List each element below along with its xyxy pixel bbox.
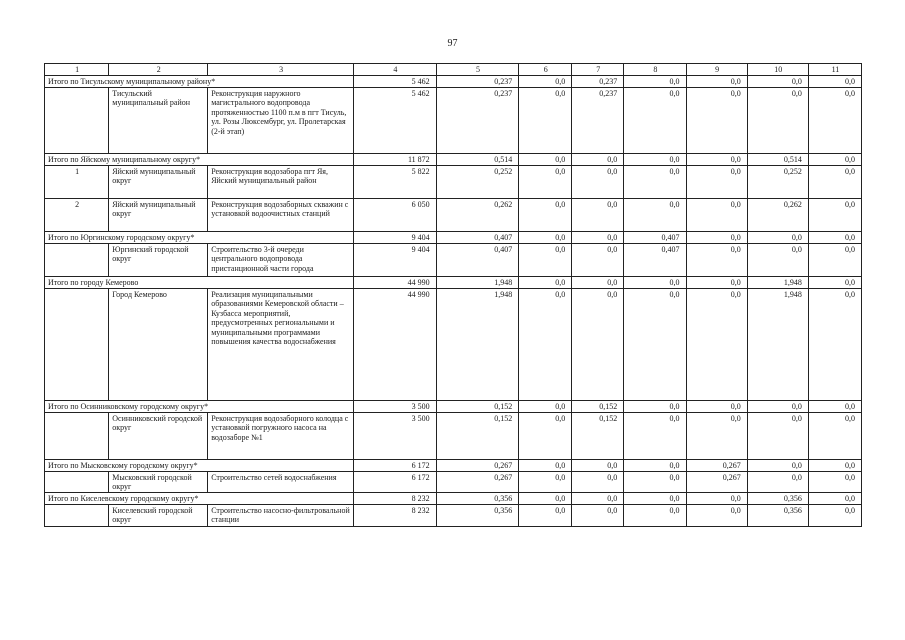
description-cell: Реконструкция водозаборного колодца с установкой погружного насоса на водозаборе №1 [208, 412, 354, 459]
value-cell: 0,356 [436, 504, 519, 526]
value-cell: 0,0 [747, 459, 808, 471]
row-number: 1 [45, 165, 109, 198]
value-cell: 0,0 [808, 75, 861, 87]
description-cell: Реализация муниципальными образованиями Кемеровской области – Кузбасса мероприятий, предусмотренных региональными и муниципальными программами повышения качества водоснабжения [208, 288, 354, 400]
total-label: Итого по городу Кемерово [45, 276, 354, 288]
value-cell: 0,514 [747, 153, 808, 165]
value-cell: 0,0 [624, 471, 686, 492]
value-cell: 0,0 [747, 243, 808, 276]
value-cell: 9 404 [354, 231, 437, 243]
value-cell: 0,152 [436, 412, 519, 459]
value-cell: 0,0 [686, 412, 747, 459]
value-cell: 0,0 [624, 504, 686, 526]
municipality-cell: Тисульский муниципальный район [109, 87, 208, 153]
row-number: 2 [45, 198, 109, 231]
value-cell: 0,0 [808, 492, 861, 504]
row-number [45, 288, 109, 400]
value-cell: 0,0 [572, 198, 624, 231]
table-row [45, 288, 862, 400]
row-number [45, 504, 109, 526]
value-cell: 0,0 [808, 87, 861, 153]
value-cell: 0,514 [436, 153, 519, 165]
value-cell: 0,267 [436, 459, 519, 471]
row-number [45, 243, 109, 276]
header-cell: 8 [624, 64, 686, 76]
total-row [45, 153, 862, 165]
value-cell: 0,0 [624, 412, 686, 459]
value-cell: 0,0 [808, 400, 861, 412]
value-cell: 0,252 [436, 165, 519, 198]
total-label: Итого по Юргинскому городскому округу* [45, 231, 354, 243]
value-cell: 1,948 [747, 288, 808, 400]
value-cell: 0,0 [686, 243, 747, 276]
value-cell: 0,0 [519, 243, 572, 276]
value-cell: 0,0 [808, 471, 861, 492]
value-cell: 0,356 [436, 492, 519, 504]
value-cell: 0,0 [747, 75, 808, 87]
value-cell: 0,0 [624, 492, 686, 504]
table-row [45, 165, 862, 198]
value-cell: 0,0 [572, 492, 624, 504]
value-cell: 0,0 [519, 504, 572, 526]
row-number [45, 412, 109, 459]
value-cell: 0,0 [808, 165, 861, 198]
header-cell: 2 [109, 64, 208, 76]
municipality-cell: Яйский муниципальный округ [109, 198, 208, 231]
value-cell: 0,152 [572, 400, 624, 412]
value-cell: 44 990 [354, 276, 437, 288]
description-cell: Реконструкция водозаборных скважин с установкой водоочистных станций [208, 198, 354, 231]
table-row [45, 412, 862, 459]
value-cell: 0,0 [519, 459, 572, 471]
value-cell: 11 872 [354, 153, 437, 165]
value-cell: 0,0 [686, 231, 747, 243]
value-cell: 6 172 [354, 471, 437, 492]
value-cell: 0,0 [747, 231, 808, 243]
description-cell: Строительство сетей водоснабжения [208, 471, 354, 492]
value-cell: 0,0 [519, 87, 572, 153]
value-cell: 0,0 [572, 153, 624, 165]
total-label: Итого по Осинниковскому городскому округу* [45, 400, 354, 412]
value-cell: 3 500 [354, 400, 437, 412]
value-cell: 0,0 [686, 504, 747, 526]
value-cell: 0,0 [624, 400, 686, 412]
header-cell: 11 [808, 64, 861, 76]
value-cell: 0,0 [747, 87, 808, 153]
value-cell: 1,948 [747, 276, 808, 288]
description-cell: Реконструкция водозабора пгт Яя, Яйский муниципальный район [208, 165, 354, 198]
value-cell: 0,0 [572, 504, 624, 526]
value-cell: 0,0 [686, 165, 747, 198]
value-cell: 0,0 [519, 471, 572, 492]
value-cell: 0,0 [747, 400, 808, 412]
header-cell: 7 [572, 64, 624, 76]
header-cell: 6 [519, 64, 572, 76]
description-cell: Строительство насосно-фильтровальной станции [208, 504, 354, 526]
total-row [45, 492, 862, 504]
table-row [45, 198, 862, 231]
value-cell: 0,0 [519, 400, 572, 412]
value-cell: 0,0 [624, 198, 686, 231]
value-cell: 0,0 [686, 288, 747, 400]
value-cell: 0,0 [747, 412, 808, 459]
value-cell: 0,0 [519, 75, 572, 87]
value-cell: 0,0 [808, 276, 861, 288]
row-number [45, 471, 109, 492]
municipality-cell: Мысковский городской округ [109, 471, 208, 492]
table-row [45, 471, 862, 492]
value-cell: 0,356 [747, 504, 808, 526]
value-cell: 0,0 [519, 165, 572, 198]
value-cell: 5 462 [354, 87, 437, 153]
value-cell: 0,407 [436, 243, 519, 276]
value-cell: 0,0 [572, 471, 624, 492]
value-cell: 0,0 [624, 153, 686, 165]
value-cell: 0,0 [686, 75, 747, 87]
value-cell: 6 050 [354, 198, 437, 231]
municipality-cell: Киселевский городской округ [109, 504, 208, 526]
value-cell: 0,356 [747, 492, 808, 504]
value-cell: 0,0 [624, 288, 686, 400]
value-cell: 0,0 [624, 276, 686, 288]
header-row [45, 64, 862, 76]
value-cell: 0,252 [747, 165, 808, 198]
value-cell: 0,0 [808, 412, 861, 459]
header-cell: 1 [45, 64, 109, 76]
value-cell: 6 172 [354, 459, 437, 471]
value-cell: 0,0 [686, 153, 747, 165]
total-row [45, 459, 862, 471]
value-cell: 0,0 [808, 153, 861, 165]
value-cell: 0,0 [572, 288, 624, 400]
value-cell: 0,0 [572, 231, 624, 243]
description-cell: Строительство 3-й очереди центрального водопровода пристанционной части города [208, 243, 354, 276]
value-cell: 0,407 [624, 231, 686, 243]
value-cell: 0,237 [572, 75, 624, 87]
table-row [45, 504, 862, 526]
total-row [45, 276, 862, 288]
value-cell: 0,0 [572, 276, 624, 288]
municipality-cell: Яйский муниципальный округ [109, 165, 208, 198]
total-label: Итого по Киселевскому городскому округу* [45, 492, 354, 504]
value-cell: 0,0 [519, 153, 572, 165]
value-cell: 0,0 [519, 276, 572, 288]
table-row [45, 87, 862, 153]
value-cell: 0,0 [624, 87, 686, 153]
value-cell: 0,262 [747, 198, 808, 231]
value-cell: 1,948 [436, 276, 519, 288]
value-cell: 0,0 [686, 492, 747, 504]
value-cell: 0,0 [808, 231, 861, 243]
value-cell: 5 462 [354, 75, 437, 87]
value-cell: 0,0 [572, 243, 624, 276]
municipality-cell: Осинниковский городской округ [109, 412, 208, 459]
total-label: Итого по Яйскому муниципальному округу* [45, 153, 354, 165]
row-number [45, 87, 109, 153]
value-cell: 0,0 [747, 471, 808, 492]
value-cell: 0,267 [436, 471, 519, 492]
header-cell: 3 [208, 64, 354, 76]
total-label: Итого по Тисульскому муниципальному району* [45, 75, 354, 87]
value-cell: 0,0 [519, 198, 572, 231]
municipality-cell: Город Кемерово [109, 288, 208, 400]
value-cell: 8 232 [354, 492, 437, 504]
value-cell: 0,0 [624, 459, 686, 471]
value-cell: 0,0 [572, 459, 624, 471]
value-cell: 0,0 [808, 198, 861, 231]
value-cell: 0,0 [519, 288, 572, 400]
value-cell: 0,0 [686, 276, 747, 288]
value-cell: 0,267 [686, 459, 747, 471]
header-cell: 10 [747, 64, 808, 76]
value-cell: 0,0 [686, 198, 747, 231]
value-cell: 0,0 [572, 165, 624, 198]
value-cell: 0,152 [436, 400, 519, 412]
data-table [44, 63, 862, 527]
value-cell: 0,407 [436, 231, 519, 243]
value-cell: 0,0 [624, 75, 686, 87]
value-cell: 0,237 [436, 75, 519, 87]
value-cell: 3 500 [354, 412, 437, 459]
value-cell: 0,0 [519, 492, 572, 504]
value-cell: 0,407 [624, 243, 686, 276]
value-cell: 0,0 [519, 231, 572, 243]
value-cell: 0,237 [572, 87, 624, 153]
value-cell: 9 404 [354, 243, 437, 276]
value-cell: 0,0 [808, 459, 861, 471]
value-cell: 0,0 [808, 288, 861, 400]
value-cell: 1,948 [436, 288, 519, 400]
value-cell: 44 990 [354, 288, 437, 400]
value-cell: 8 232 [354, 504, 437, 526]
page-number: 97 [447, 38, 458, 49]
value-cell: 0,0 [808, 504, 861, 526]
description-cell: Реконструкция наружного магистрального водопровода протяженностью 1100 п.м в пгт Тисуль, ул. Розы Люксембург, ул. Пролетарская (2-й этап) [208, 87, 354, 153]
header-cell: 4 [354, 64, 437, 76]
value-cell: 0,237 [436, 87, 519, 153]
value-cell: 0,0 [686, 400, 747, 412]
value-cell: 0,0 [686, 87, 747, 153]
value-cell: 0,0 [519, 412, 572, 459]
value-cell: 5 822 [354, 165, 437, 198]
total-row [45, 400, 862, 412]
header-cell: 5 [436, 64, 519, 76]
header-cell: 9 [686, 64, 747, 76]
value-cell: 0,0 [624, 165, 686, 198]
table-row [45, 243, 862, 276]
total-row [45, 75, 862, 87]
total-row [45, 231, 862, 243]
value-cell: 0,152 [572, 412, 624, 459]
value-cell: 0,267 [686, 471, 747, 492]
value-cell: 0,0 [808, 243, 861, 276]
value-cell: 0,262 [436, 198, 519, 231]
municipality-cell: Юргинский городской округ [109, 243, 208, 276]
total-label: Итого по Мысковскому городскому округу* [45, 459, 354, 471]
